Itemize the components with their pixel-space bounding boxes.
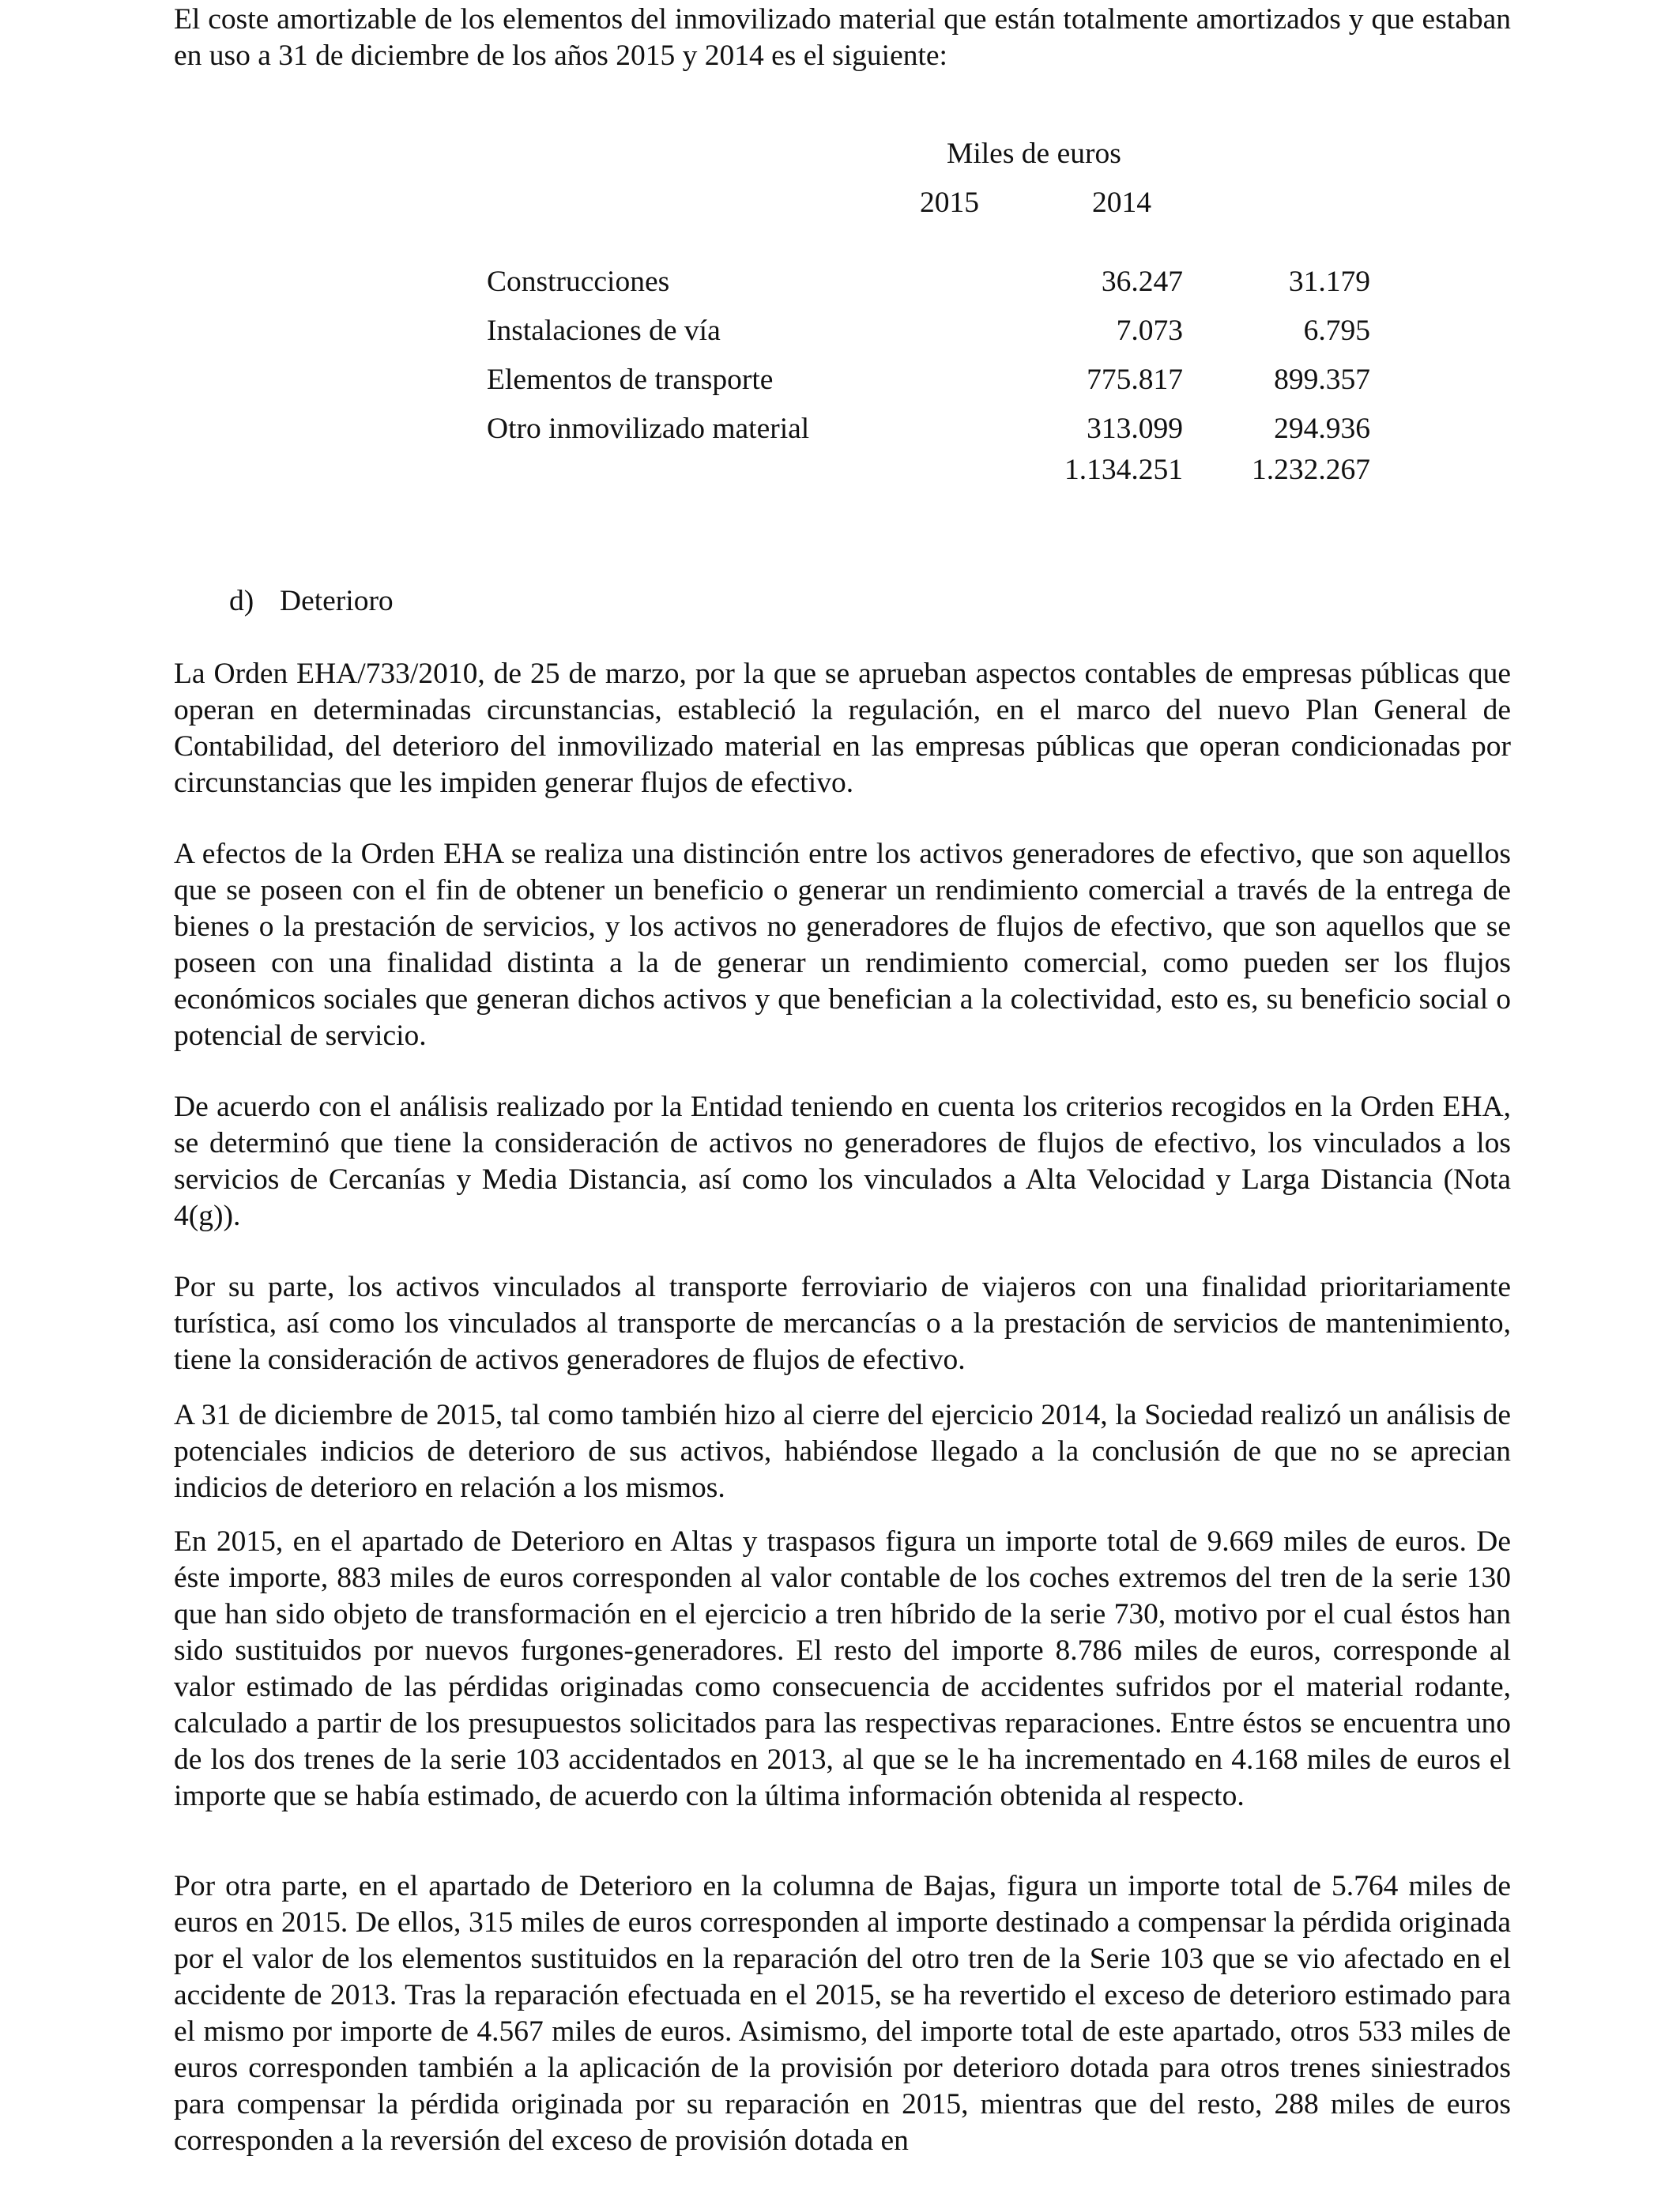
row-value-2015: 36.247 (1101, 266, 1183, 298)
body-paragraph: En 2015, en el apartado de Deterioro en Altas y traspasos figura un importe total de 9.669 miles de euros. De éste importe, 883 miles de euros corresponden al valor contable de los coches extremos del tren de la serie 130 que han sido objeto de transformación en el ejercicio a tren híbrido de la serie 730, motivo por el cual éstos han sido sustituidos por nuevos furgones-generadores. El resto del importe 8.786 miles de euros, corresponde al valor estimado de las pérdidas originadas como consecuencia de accidentes sufridos por el material rodante, calculado a partir de los presupuestos solicitados para las respectivas reparaciones. Entre éstos se encuentra uno de los dos trenes de la serie 103 accidentados en 2013, al que se le ha incrementado en 4.168 miles de euros el importe que se había estimado, de acuerdo con la última información obtenida al respecto. (174, 1525, 1511, 1812)
table-row (487, 264, 1380, 300)
body-paragraph: A 31 de diciembre de 2015, tal como también hizo al cierre del ejercicio 2014, la Sociedad realizó un análisis de potenciales indicios de deterioro de sus activos, habiéndose llegado a la conclusión de que no se aprecian indicios de deterioro en relación a los mismos. (174, 1399, 1511, 1504)
table-total-row (487, 452, 1380, 488)
row-value-2015: 313.099 (1087, 413, 1183, 445)
year-header-2014: 2014 (1092, 187, 1151, 219)
row-value-2014: 6.795 (1303, 315, 1370, 347)
row-value-2015: 775.817 (1087, 364, 1183, 396)
row-label: Instalaciones de vía (487, 315, 721, 347)
row-value-2015: 7.073 (1116, 315, 1183, 347)
unit-header: Miles de euros (947, 138, 1121, 170)
table-row (487, 362, 1380, 398)
section-title: Deterioro (280, 585, 394, 617)
body-paragraph: A efectos de la Orden EHA se realiza una distinción entre los activos generadores de efectivo, que son aquellos que se poseen con el fin de obtener un beneficio o generar un rendimiento comercial a través de la entrega de bienes o la prestación de servicios, y los activos no generadores de flujos de efectivo, que son aquellos que se poseen con una finalidad distinta a la de generar un rendimiento comercial, como pueden ser los flujos económicos sociales que generan dichos activos y que benefician a la colectividad, esto es, su beneficio social o potencial de servicio. (174, 838, 1511, 1052)
section-heading (229, 583, 394, 620)
row-label: Construcciones (487, 266, 670, 298)
table-row (487, 411, 1380, 447)
table-row (487, 313, 1380, 349)
body-paragraph: La Orden EHA/733/2010, de 25 de marzo, por la que se aprueban aspectos contables de empresas públicas que operan en determinadas circunstancias, estableció la regulación, en el marco del nuevo Plan General de Contabilidad, del deterioro del inmovilizado material en las empresas públicas que operan condicionadas por circunstancias que les impiden generar flujos de efectivo. (174, 658, 1511, 799)
year-header-2015: 2015 (920, 187, 979, 219)
row-value-2014: 294.936 (1274, 413, 1370, 445)
row-value-2014: 31.179 (1288, 266, 1370, 298)
body-paragraph: De acuerdo con el análisis realizado por la Entidad teniendo en cuenta los criterios recogidos en la Orden EHA, se determinó que tiene la consideración de activos no generadores de flujos de efectivo, los vinculados a los servicios de Cercanías y Media Distancia, así como los vinculados a Alta Velocidad y Larga Distancia (Nota 4(g)). (174, 1091, 1511, 1232)
row-label: Otro inmovilizado material (487, 413, 810, 445)
body-paragraph: Por su parte, los activos vinculados al transporte ferroviario de viajeros con una finalidad prioritariamente turística, así como los vinculados al transporte de mercancías o a la prestación de servicios de mantenimiento, tiene la consideración de activos generadores de flujos de efectivo. (174, 1271, 1511, 1376)
row-value-2014: 899.357 (1274, 364, 1370, 396)
total-value-2015: 1.134.251 (1064, 454, 1183, 486)
total-value-2014: 1.232.267 (1252, 454, 1370, 486)
section-letter: d) (229, 585, 254, 617)
row-label: Elementos de transporte (487, 364, 774, 396)
intro-paragraph: El coste amortizable de los elementos del inmovilizado material que están totalmente amortizados y que estaban en uso a 31 de diciembre de los años 2015 y 2014 es el siguiente: (174, 3, 1511, 72)
body-paragraph: Por otra parte, en el apartado de Deterioro en la columna de Bajas, figura un importe total de 5.764 miles de euros en 2015. De ellos, 315 miles de euros corresponden al importe destinado a compensar la pérdida originada por el valor de los elementos sustituidos en la reparación del otro tren de la Serie 103 que se vio afectado en el accidente de 2013. Tras la reparación efectuada en el 2015, se ha revertido el exceso de deterioro estimado para el mismo por importe de 4.567 miles de euros. Asimismo, del importe total de este apartado, otros 533 miles de euros corresponden también a la aplicación de la provisión por deterioro dotada para otros trenes siniestrados para compensar la pérdida originada por su reparación en 2015, mientras que del resto, 288 miles de euros corresponden a la reversión del exceso de provisión dotada en (174, 1870, 1511, 2157)
